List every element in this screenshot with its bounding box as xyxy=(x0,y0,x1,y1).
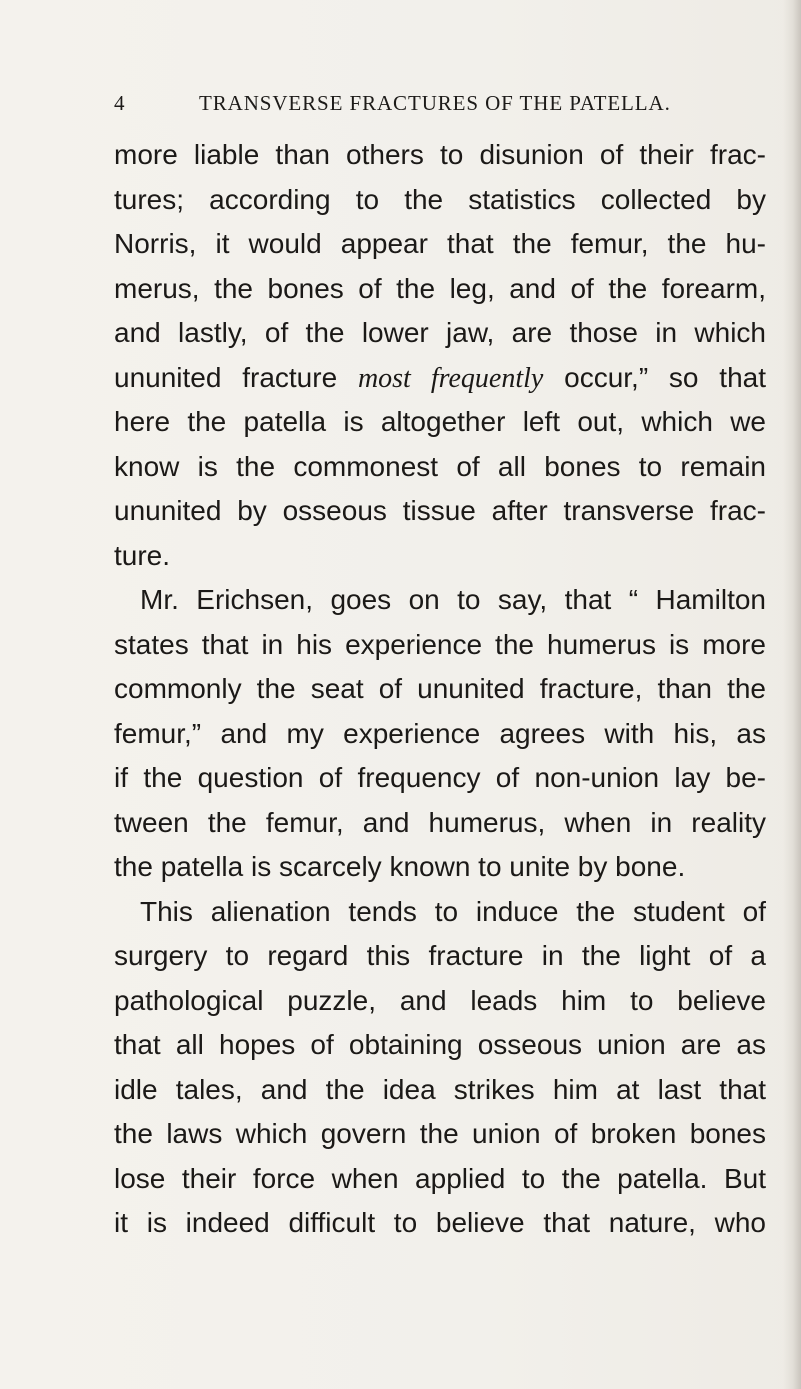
text-line: Norris, it would appear that the femur, the hu- xyxy=(114,228,766,259)
text-line: merus, the bones of the leg, and of the forearm, xyxy=(114,272,766,304)
text-line-with-emphasis xyxy=(114,356,766,401)
text-segment: occur,” so that xyxy=(543,361,766,393)
text-line: the laws which govern the union of broken bones xyxy=(114,1118,766,1149)
text-line: tures; according to the statistics collected by xyxy=(114,183,766,215)
text-line: lose their force when applied to the patella. But xyxy=(114,1162,766,1194)
text-line: and lastly, of the lower jaw, are those in which xyxy=(114,317,766,348)
page-header xyxy=(114,88,694,118)
text-line: that all hopes of obtaining osseous union are as xyxy=(114,1029,766,1060)
text-line: tween the femur, and humerus, when in reality xyxy=(114,806,766,838)
body-text xyxy=(114,133,766,1246)
text-line: Mr. Erichsen, goes on to say, that “ Hamilton xyxy=(140,584,766,615)
running-head: TRANSVERSE FRACTURES OF THE PATELLA. xyxy=(199,91,671,115)
text-line: femur,” and my experience agrees with his, as xyxy=(114,717,766,749)
text-line: This alienation tends to induce the student of xyxy=(140,895,766,927)
text-line: idle tales, and the idea strikes him at last that xyxy=(114,1073,766,1105)
text-line: states that in his experience the humerus is more xyxy=(114,628,766,660)
text-line: it is indeed difficult to believe that nature, who xyxy=(114,1207,766,1238)
text-line: the patella is scarcely known to unite by bone. xyxy=(114,851,686,882)
paragraph-2 xyxy=(114,578,766,890)
text-line: ture. xyxy=(114,539,171,571)
text-line: here the patella is altogether left out, which we xyxy=(114,406,766,437)
text-line: if the question of frequency of non-union lay be- xyxy=(114,762,766,793)
text-line: more liable than others to disunion of their frac- xyxy=(114,139,766,170)
text-segment: ununited fracture xyxy=(114,361,358,393)
text-line: surgery to regard this fracture in the light of a xyxy=(114,940,766,971)
paragraph-1 xyxy=(114,133,766,578)
page-edge-shadow xyxy=(783,0,801,1389)
paragraph-3 xyxy=(114,890,766,1246)
italic-emphasis: most frequently xyxy=(357,362,544,394)
text-line: commonly the seat of ununited fracture, than the xyxy=(114,673,766,704)
text-line: pathological puzzle, and leads him to believe xyxy=(114,984,766,1016)
text-line: ununited by osseous tissue after transverse frac- xyxy=(114,495,766,526)
page-number: 4 xyxy=(114,91,126,115)
text-line: know is the commonest of all bones to remain xyxy=(114,450,766,482)
